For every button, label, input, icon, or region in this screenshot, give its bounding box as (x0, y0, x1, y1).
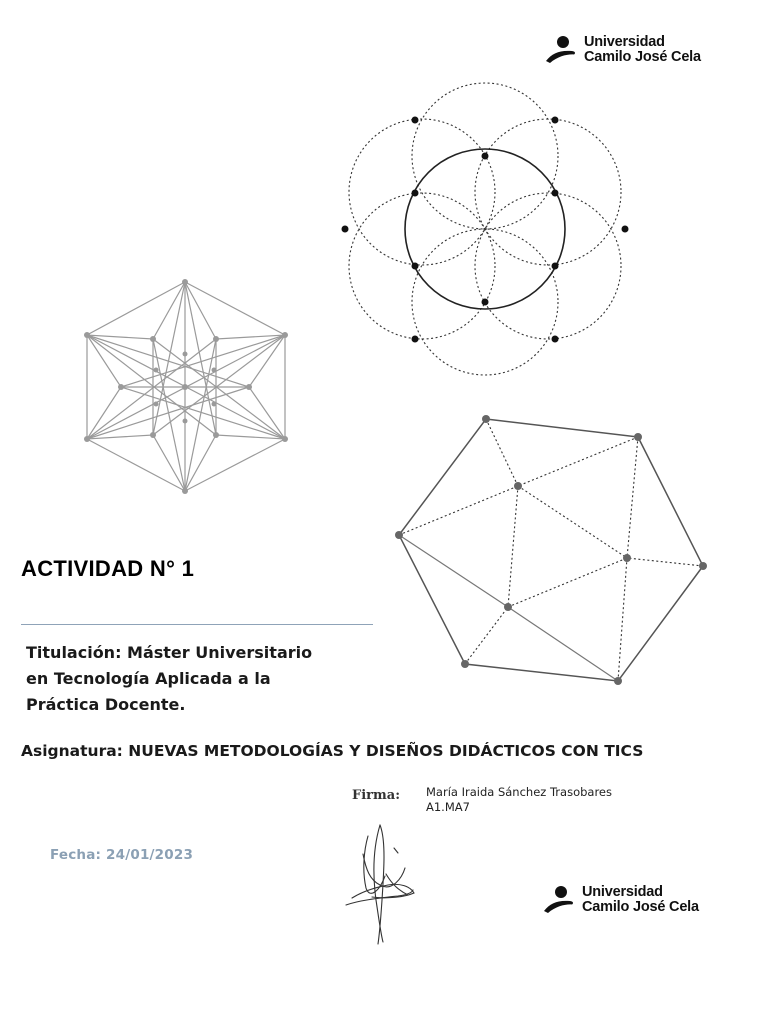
author-code: A1.MA7 (426, 800, 470, 814)
flower-of-life-figure (328, 78, 644, 380)
titulacion-block (26, 640, 366, 718)
logo-line2: Camilo José Cela (584, 49, 701, 65)
asignatura: Asignatura: NUEVAS METODOLOGÍAS Y DISEÑOS DIDÁCTICOS CON TICS (21, 742, 644, 760)
titulacion-line3: Práctica Docente. (26, 695, 186, 714)
author-name: María Iraida Sánchez Trasobares (426, 785, 612, 799)
logo-text (582, 885, 699, 915)
title-divider (21, 624, 373, 625)
icosahedron-figure (392, 412, 712, 690)
logo-line1: Universidad (584, 34, 665, 50)
handwritten-signature (336, 818, 424, 948)
university-logo-icon (542, 884, 576, 916)
university-logo-icon (544, 34, 578, 66)
hexagram-star-figure (80, 276, 292, 498)
fecha: Fecha: 24/01/2023 (50, 847, 194, 863)
logo-line1: Universidad (582, 884, 663, 900)
titulacion-line1: Titulación: Máster Universitario (26, 643, 313, 662)
author-block (426, 785, 612, 815)
logo-line2: Camilo José Cela (582, 899, 699, 915)
footer-logo (542, 884, 699, 916)
logo-text (584, 35, 701, 65)
firma-label: Firma: (352, 788, 400, 803)
titulacion-line2: en Tecnología Aplicada a la (26, 669, 271, 688)
header-logo (544, 34, 701, 66)
page-title: ACTIVIDAD N° 1 (21, 556, 195, 581)
